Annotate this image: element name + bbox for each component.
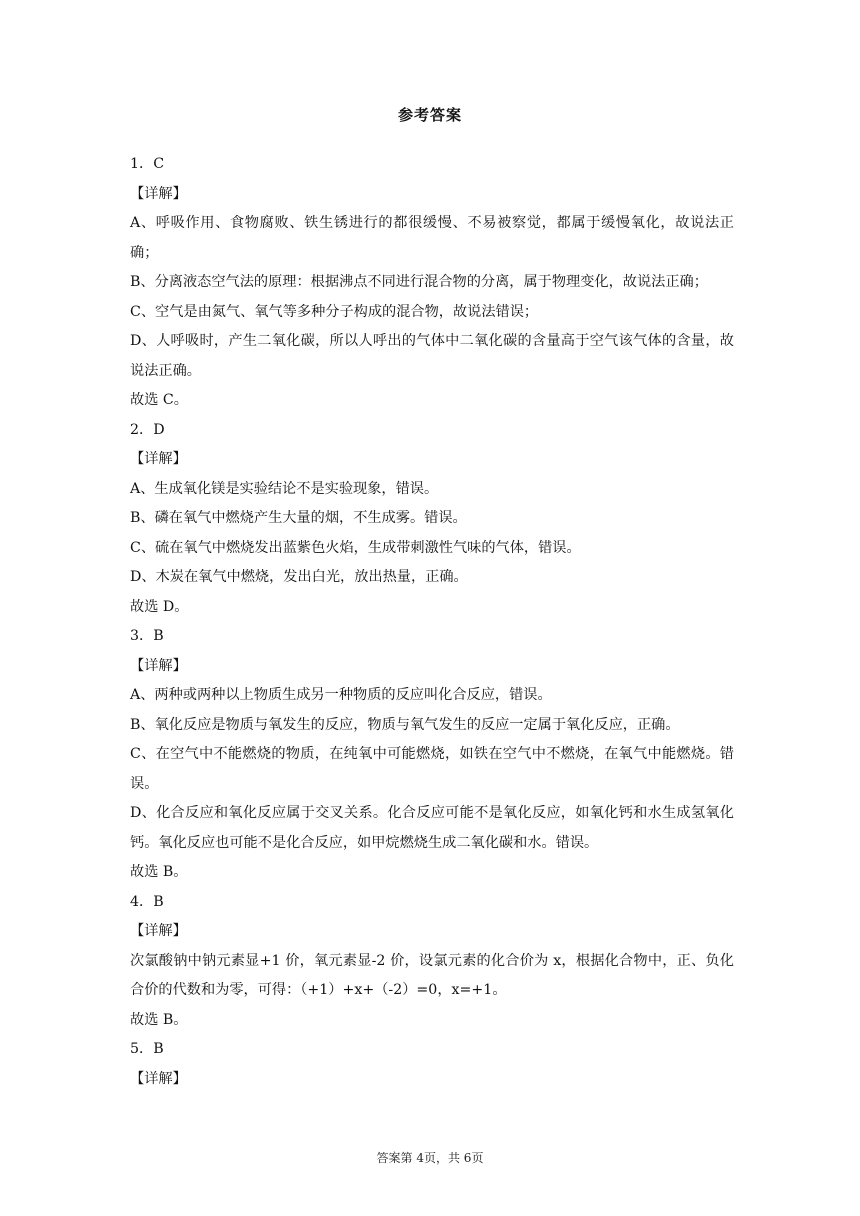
explanation-paragraph: B、分离液态空气法的原理：根据沸点不同进行混合物的分离，属于物理变化，故说法正确； [130, 274, 708, 290]
conclusion: 故选 D。 [130, 598, 189, 615]
detail-label: 【详解】 [130, 923, 187, 939]
explanation-paragraph: B、磷在氧气中燃烧产生大量的烟，不生成雾。错误。 [130, 510, 467, 526]
conclusion: 故选 B。 [130, 1011, 188, 1028]
explanation-paragraph: 次氯酸钠中钠元素显+1 价，氧元素显-2 价，设氯元素的化合价为 x，根据化合物中，正、负化合价的代数和为零，可得：（+1）+x+（-2）=0，x=+1。 [130, 952, 734, 998]
conclusion: 故选 B。 [130, 864, 188, 880]
answer-content [130, 150, 734, 1094]
explanation-paragraph: C、空气是由氮气、氧气等多种分子构成的混合物，故说法错误； [130, 303, 539, 320]
detail-label: 【详解】 [130, 657, 187, 674]
explanation-paragraph: A、呼吸作用、食物腐败、铁生锈进行的都很缓慢、不易被察觉，都属于缓慢氧化，故说法正确； [130, 215, 734, 261]
explanation-paragraph: C、硫在氧气中燃烧发出蓝紫色火焰，生成带刺激性气味的气体，错误。 [130, 539, 581, 556]
explanation-paragraph: C、在空气中不能燃烧的物质，在纯氧中可能燃烧，如铁在空气中不燃烧，在氧气中能燃烧。错误。 [130, 746, 734, 792]
conclusion: 故选 C。 [130, 392, 188, 408]
question-number: 3．B [130, 628, 164, 644]
page-title: 参考答案 [397, 106, 462, 124]
question-number: 4．B [130, 893, 164, 910]
question-number: 2．D [130, 421, 165, 438]
detail-label: 【详解】 [130, 185, 187, 202]
explanation-paragraph: D、化合反应和氧化反应属于交叉关系。化合反应可能不是氧化反应，如氧化钙和水生成氢氧化钙。氧化反应也可能不是化合反应，如甲烷燃烧生成二氧化碳和水。错误。 [130, 805, 734, 851]
detail-label: 【详解】 [130, 451, 187, 467]
explanation-paragraph: D、人呼吸时，产生二氧化碳，所以人呼出的气体中二氧化碳的含量高于空气该气体的含量，故说法正确。 [130, 333, 734, 379]
page-footer: 答案第 4页，共 6页 [376, 1151, 484, 1165]
question-number: 1．C [130, 156, 165, 172]
explanation-paragraph: A、两种或两种以上物质生成另一种物质的反应叫化合反应，错误。 [130, 687, 552, 703]
explanation-paragraph: A、生成氧化镁是实验结论不是实验现象，错误。 [130, 480, 439, 497]
explanation-paragraph: D、木炭在氧气中燃烧，发出白光，放出热量，正确。 [130, 569, 468, 585]
question-number: 5．B [130, 1041, 164, 1057]
explanation-paragraph: B、氧化反应是物质与氧发生的反应，物质与氧气发生的反应一定属于氧化反应，正确。 [130, 716, 680, 733]
detail-label: 【详解】 [130, 1070, 187, 1087]
